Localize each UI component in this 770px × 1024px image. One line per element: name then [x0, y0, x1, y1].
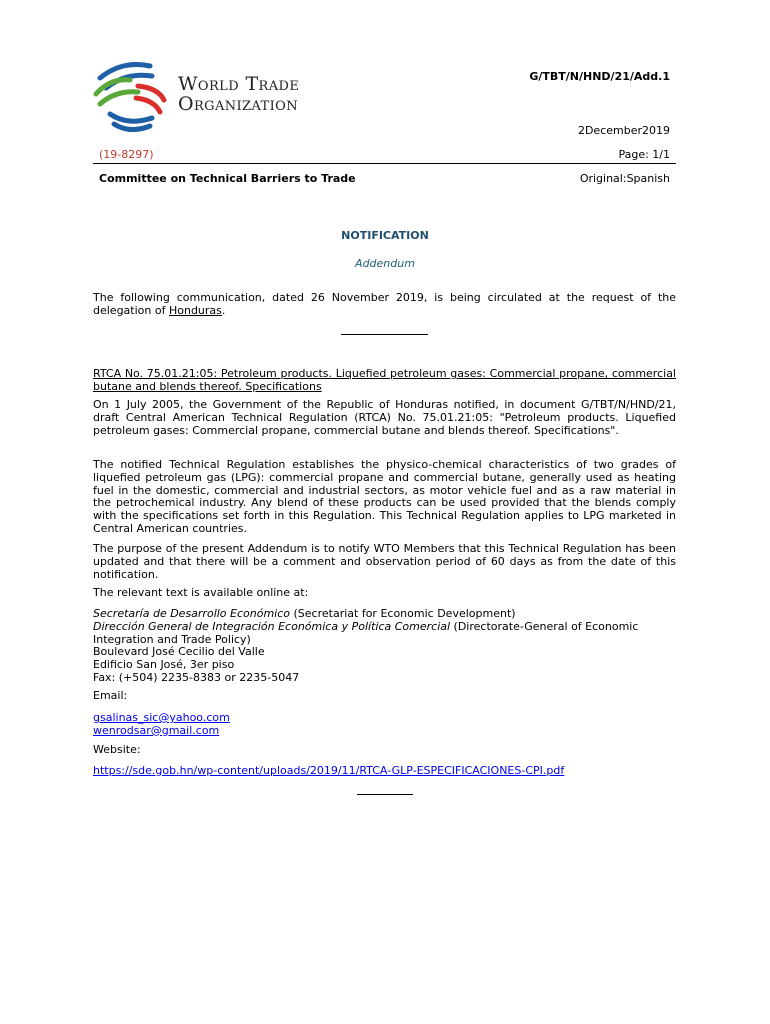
intro-country: Honduras	[168, 303, 222, 317]
address-line-2	[93, 621, 676, 647]
document-reference: (19-8297)	[99, 148, 154, 161]
paragraph-3: The purpose of the present Addendum is to notify WTO Members that this Technical Regulation has been updated and that there will be a comment and observation period of 60 days as from the date of this notification.	[93, 542, 676, 581]
org-name-line2: Organization	[178, 93, 298, 115]
end-separator	[357, 794, 413, 795]
document-date: 2December2019	[577, 124, 670, 137]
contact-address	[93, 608, 676, 685]
intro-paragraph	[93, 292, 676, 318]
email-link-1[interactable]: gsalinas_sic@yahoo.com	[93, 711, 230, 724]
original-language: Original:Spanish	[579, 172, 670, 185]
wto-logo	[92, 56, 352, 132]
wto-logo-icon	[92, 56, 172, 132]
intro-text: The following communication, dated 26 November 2019, is being circulated at the request of the delegation of	[93, 291, 676, 317]
website-row	[93, 765, 676, 778]
header-rule	[93, 163, 676, 164]
address-line-2-english: (Directorate-General of Economic Integration and Trade Policy)	[93, 619, 639, 646]
email-list	[93, 712, 676, 738]
document-symbol: G/TBT/N/HND/21/Add.1	[529, 70, 670, 83]
paragraph-2: The notified Technical Regulation establishes the physico-chemical characteristics of two grades of liquefied petroleum gas (LPG): commercial propane and commercial butane, generally used as heating fuel in the domestic, commercial and industrial sectors, as motor vehicle fuel and as a raw material in the petrochemical industry. Any blend of these products can be used provided that the blends comply with the specifications set forth in this Regulation. This Technical Regulation applies to LPG marketed in Central American countries.	[93, 458, 676, 535]
address-line-2-spanish: Dirección General de Integración Económica y Política Comercial	[93, 619, 451, 633]
committee-name: Committee on Technical Barriers to Trade	[99, 172, 356, 185]
website-link[interactable]: https://sde.gob.hn/wp-content/uploads/2019/11/RTCA-GLP-ESPECIFICACIONES-CPI.pdf	[93, 764, 565, 777]
section-separator	[341, 334, 428, 335]
page-subtitle: Addendum	[355, 257, 415, 270]
email-label: Email:	[93, 689, 128, 702]
paragraph-4: The relevant text is available online at:	[93, 586, 309, 599]
address-line-4: Edificio San José, 3er piso	[93, 658, 235, 672]
address-line-3: Boulevard José Cecilio del Valle	[93, 645, 265, 659]
address-line-5: Fax: (+504) 2235-8383 or 2235-5047	[93, 670, 300, 684]
regulation-heading: RTCA No. 75.01.21:05: Petroleum products. Liquefied petroleum gases: Commercial propane, commercial butane and blends thereof. Specifications	[93, 367, 676, 393]
website-label: Website:	[93, 743, 141, 756]
page-number: Page: 1/1	[618, 148, 670, 161]
org-name	[178, 74, 299, 114]
address-line-1-spanish: Secretaría de Desarrollo Económico	[93, 607, 291, 620]
page-title: NOTIFICATION	[341, 229, 429, 242]
email-link-2[interactable]: wenrodsar@gmail.com	[93, 723, 220, 737]
paragraph-1: On 1 July 2005, the Government of the Republic of Honduras notified, in document G/TBT/N/HND/21, draft Central American Technical Regulation (RTCA) No. 75.01.21:05: "Petroleum products. Liquefied petroleum gases: Commercial propane, commercial butane and blends thereof. Specifications".	[93, 398, 676, 437]
org-name-line1: World Trade	[178, 73, 300, 95]
address-line-1-english: (Secretariat for Economic Development)	[290, 607, 516, 620]
intro-end: .	[221, 303, 226, 317]
